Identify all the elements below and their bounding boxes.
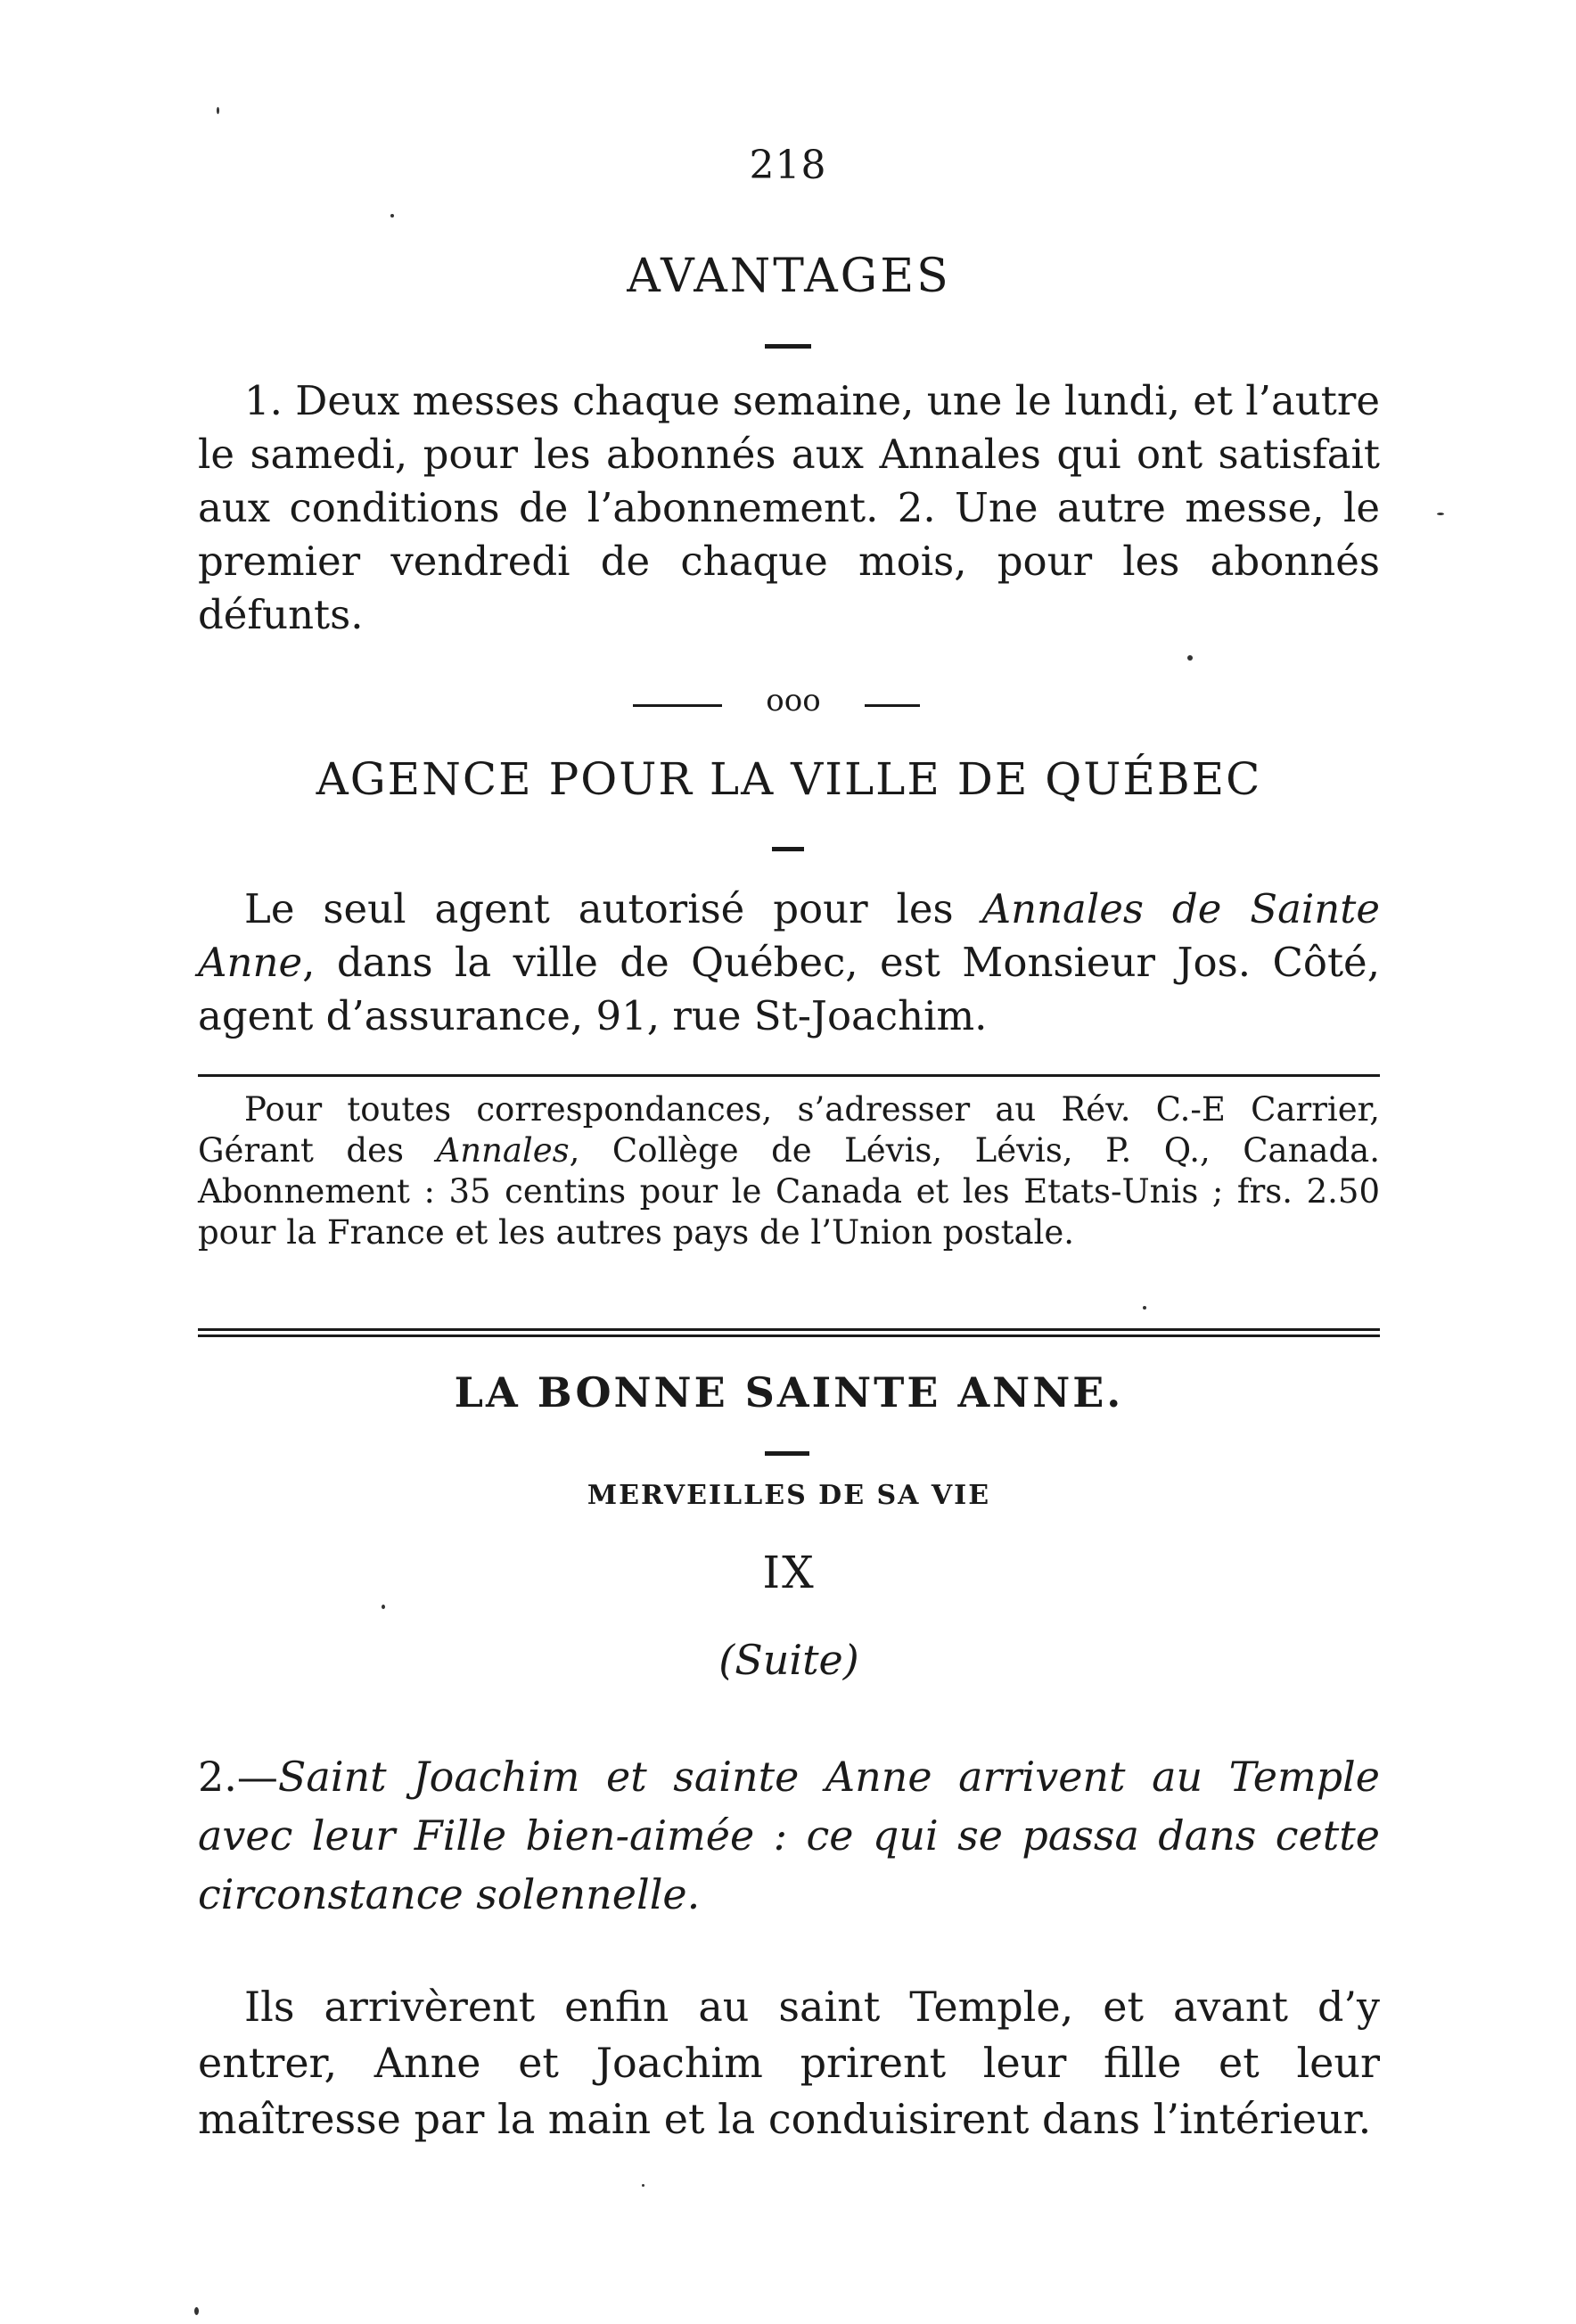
- agence-heading: AGENCE POUR LA VILLE DE QUÉBEC: [316, 753, 1262, 805]
- page-number: 218: [749, 143, 827, 188]
- notice-paragraph: [198, 1089, 1380, 1253]
- scan-speck: [1437, 513, 1444, 515]
- scan-speck: [1143, 1306, 1146, 1310]
- scan-speck: [194, 2307, 199, 2315]
- separator-line-right: [865, 704, 920, 707]
- notice-text-part: , Collège de Lévis, Lévis, P. Q., Canada. Abonnement : 35 centins pour le Canada et les Etats-Unis ; frs. 2.50 pour la France et les autres pays de l’Union postale.: [198, 1131, 1380, 1252]
- chapter-number: IX: [762, 1547, 816, 1598]
- scan-speck: [642, 2184, 644, 2187]
- separator-line-left: [633, 704, 722, 707]
- heading-dash: [765, 1451, 809, 1456]
- agence-text-part: Le seul agent autorisé pour les: [244, 885, 982, 932]
- section-title: [198, 1747, 1380, 1924]
- agence-paragraph: [198, 883, 1380, 1043]
- annales-title: Annales de Sainte Anne: [198, 885, 1381, 986]
- avantages-paragraph: 1. Deux messes chaque semaine, une le lundi, et l’autre le samedi, pour les abonnés aux Annales qui ont satisfait aux conditions de l’abonnement. 2. Une autre messe, le premier vendredi de chaque mois, pour les abonnés défunts.: [198, 377, 1380, 638]
- article-subtitle: MERVEILLES DE SA VIE: [587, 1480, 991, 1511]
- scan-speck: [382, 1605, 385, 1609]
- annales-title: Annales: [436, 1131, 570, 1170]
- scan-speck: [390, 214, 394, 218]
- scan-speck: [217, 107, 219, 114]
- suite-label: (Suite): [718, 1636, 859, 1684]
- article-paragraph: Ils arrivèrent enfin au saint Temple, et avant d’y entrer, Anne et Joachim prirent leur fille et leur maîtresse par la main et la conduisirent dans l’intérieur.: [198, 1983, 1380, 2143]
- heading-dash: [772, 847, 804, 851]
- article-title: LA BONNE SAINTE ANNE.: [454, 1368, 1124, 1417]
- notice-bottom-rule-double: [198, 1334, 1380, 1337]
- heading-dash: [765, 344, 811, 349]
- notice-top-rule: [198, 1074, 1380, 1077]
- separator-ooo: ooo: [766, 683, 821, 719]
- section-dash: —: [236, 1753, 278, 1801]
- section-title-text: Saint Joachim et sainte Anne arrivent au Temple avec leur Fille bien-aimée : ce qui se passa dans cette circonstance solennelle.: [198, 1753, 1380, 1918]
- scan-speck: [1187, 655, 1193, 661]
- notice-text-part: Pour toutes correspondances, s’adresser au Rév. C.-E Carrier, Gérant des: [198, 1090, 1380, 1170]
- section-number: 2.: [198, 1753, 237, 1801]
- agence-text-part: , dans la ville de Québec, est Monsieur Jos. Côté, agent d’assurance, 91, rue St-Joachim.: [198, 939, 1380, 1039]
- avantages-heading: AVANTAGES: [627, 250, 951, 303]
- notice-bottom-rule: [198, 1328, 1380, 1331]
